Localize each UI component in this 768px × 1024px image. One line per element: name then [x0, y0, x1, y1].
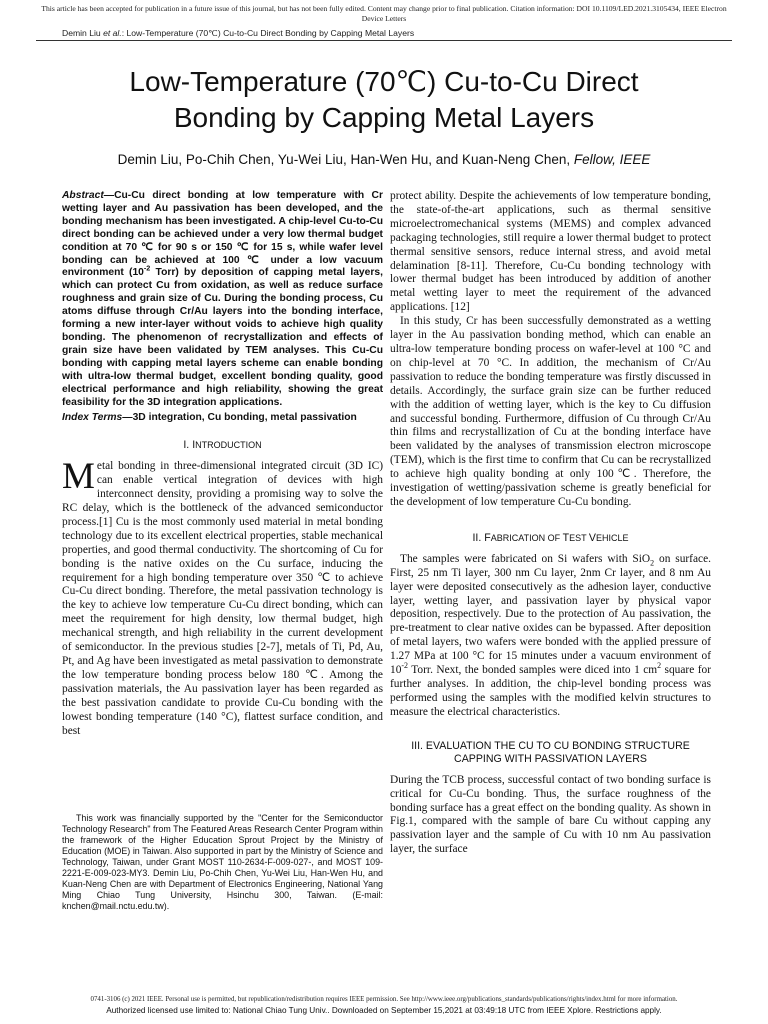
running-head-etal: et al. — [103, 28, 122, 38]
index-terms — [62, 412, 383, 425]
paragraph-continuation: protect ability. Despite the achievements of low temperature bonding, the state-of-the-art applications, such as thermal sensitive microelectromechanical systems (MEMS) and complex advanced packaging technologies, still require a lower thermal budget to protect thermal sensitive sensors, reduce internal stress, and avoid metal delamination [8-11]. Therefore, Cu-Cu bonding technology with lower thermal budget has been introduced by addition of another metal wetting layer to meet the requirement of the advanced applications. [12] — [390, 190, 711, 314]
acceptance-notice-line1: This article has been accepted for publication in a future issue of this journal, but has not been fully edited. Content may change prior to final publication. Citation information: DOI 10.1109/LED.2021.3105434, IEEE Electron — [41, 4, 727, 13]
running-head-authors: Demin Liu — [62, 28, 104, 38]
section1-initial: I — [192, 439, 196, 452]
section2-w1-rest: ABRICATION OF — [490, 532, 563, 543]
paragraph-evaluation: During the TCB process, successful contact of two bonding surface is critical for Cu-Cu bonding. Thus, the surface roughness of the bonding surface has a great effect on the bonding quality. As shown in Fig.1, compared with the sample of bare Cu without capping any passivation layer and the sample of Cu with 10 nm Au passivation layer, the surface — [390, 773, 711, 856]
fabrication-text-d: square for further analyses. In addition, the chip-level bonding process was performed using the samples with the modified kelvin structures to measure the electrical characteristics. — [390, 664, 711, 718]
section2-w2-rest: EST — [569, 532, 589, 543]
section2-w3-initial: V — [588, 531, 596, 544]
author-names: Demin Liu, Po-Chih Chen, Yu-Wei Liu, Han-Wen Hu, and Kuan-Neng Chen, — [117, 152, 574, 167]
right-column — [390, 190, 711, 857]
intro-paragraph — [62, 456, 383, 738]
section3-line1: III. EVALUATION THE CU TO CU BONDING STRUCTURE — [411, 739, 690, 752]
section1-numeral: I. — [183, 439, 193, 452]
intro-paragraph-text: etal bonding in three-dimensional integrated circuit (3D IC) can enable vertical integration of devices with high interconnect density, providing a promising way to solve the RC delay, which is the bottleneck of the advanced semiconductor process.[1] Cu is the most commonly used material in metal bonding technology due to its excellent electrical properties, stable mechanical properties, and good thermal conductivity. The shortcoming of Cu for bonding is the native oxides on the Cu surface, inducing the requirement for a high bonding temperature over 350 ℃ to achieve Cu-Cu direct bonding. Therefore, the metal passivation technology is the key to achieve low temperature Cu-Cu direct bonding, which can meet the requirement for high density, low thermal budget, high mechanical strength, and high reliability in the current development of semiconductor. In the previous studies [2-7], metals of Ti, Pd, Au, Pt, and Ag have been investigated as metal passivation to demonstrate the low temperature bonding process below 180 ℃. Among the passivation materials, the Au passivation layer has been regarded as the best passivation candidate to provide Cu-Cu bonding with the lowest bonding temperature (140 °C), flattest surface condition, and best — [62, 460, 383, 737]
abstract — [62, 190, 383, 409]
section-heading-fabrication — [390, 532, 711, 545]
header-divider — [36, 40, 732, 41]
section2-w1-initial: F — [484, 531, 491, 544]
running-head-title: : Low-Temperature (70℃) Cu-to-Cu Direct Bonding by Capping Metal Layers — [121, 28, 415, 38]
left-column — [62, 190, 383, 738]
index-terms-text: —3D integration, Cu bonding, metal passivation — [122, 412, 357, 424]
fabrication-subscript: 2 — [650, 558, 655, 568]
fabrication-text-c: Torr. Next, the bonded samples were diced into 1 cm — [408, 664, 658, 677]
paper-title — [40, 64, 728, 136]
section2-numeral: II. — [472, 531, 485, 544]
abstract-exponent: -2 — [143, 264, 151, 274]
abstract-text-a: —Cu-Cu direct bonding at low temperature with Cr wetting layer and Au passivation has been developed, and the bonding mechanism has been investigated. A chip-level Cu-to-Cu direct bonding can be achieved under a very low thermal budget condition at 70 ℃ for 90 s or 150 ℃ for 15 s, while wafer level bonding can be achieved at 100 ℃ under a low vacuum environment (10 — [62, 190, 383, 279]
author-list — [40, 152, 728, 167]
funding-footnote: This work was financially supported by the "Center for the Semiconductor Technology Research" from The Featured Areas Research Center Program within the framework of the Higher Education Sprout Project by the Ministry of Education (MOE) in Taiwan. Also supported in part by the Ministry of Science and Technology, Taiwan, under Grant MOST 110-2634-F-009-027-, and MOST 109-2221-E-009-023-MY3. Demin Liu, Po-Chih Chen, Yu-Wei Liu, Han-Wen Hu, and Kuan-Neng Chen are with Department of Electronics Engineering, National Yang Ming Chiao Tung University, Hsinchu 300, Taiwan. (E-mail: knchen@mail.nctu.edu.tw). — [62, 813, 383, 911]
paragraph-fabrication — [390, 553, 711, 720]
fabrication-text-b: on surface. First, 25 nm Ti layer, 300 nm Cu layer, 2nm Cr layer, and 8 nm Au layer were deposited consecutively as the adhesion layer, conductive layer, wetting layer, and passivation layer by physical vapor deposition, respectively. Due to the protection of Au passivation, the pre-treatment to clear native oxides can be bypassed. After deposition of metal layers, two wafers were bonded with the applied pressure of 1.27 MPa at 100 °C for 15 minutes under a vacuum environment of 10 — [390, 552, 711, 677]
running-head — [62, 28, 414, 39]
abstract-text-b: Torr) by deposition of capping metal layers, which can protect Cu from oxidation, as well as reduce surface roughness and grain size of Cu. During the bonding process, Cu atoms diffuse through Cr/Au layers into the bonding interface, forming a new inter-layer without voids to achieve high quality bonding. The phenomenon of recrystallization and effects of grain size have been validated by TEM analyses. This Cu-Cu bonding with capping metal layers scheme can enable bonding with ultra-low thermal budget, excellent bonding quality, good electrical performance and high reliability, showing the great feasibility for the 3D integration applications. — [62, 267, 383, 408]
fabrication-exponent: -2 — [401, 661, 409, 671]
paper-title-line1: Low-Temperature (70℃) Cu-to-Cu Direct — [129, 66, 639, 97]
paper-title-line2: Bonding by Capping Metal Layers — [173, 102, 595, 133]
section-heading-introduction — [62, 439, 383, 452]
section2-w2-initial: T — [562, 531, 570, 544]
section-heading-evaluation — [390, 740, 711, 766]
license-notice: Authorized licensed use limited to: National Chiao Tung Univ.. Downloaded on September 15,2021 at 03:49:18 UTC from IEEE Xplore. Restrictions apply. — [106, 1006, 662, 1015]
fabrication-exponent-area: 2 — [657, 661, 662, 671]
section3-line2: CAPPING WITH PASSIVATION LAYERS — [454, 752, 647, 765]
section1-rest: NTRODUCTION — [195, 440, 262, 451]
paragraph-this-study: In this study, Cr has been successfully demonstrated as a wetting layer in the Au passivation bonding method, which can enable an ultra-low temperature bonding process on wafer-level at 100 °C and on chip-level at 70 °C. In addition, the mechanism of Cr/Au passivation to reduce the bonding temperature was firstly discussed in details. Accordingly, the surface grain size can be further reduced with the addition of wetting layer, which is the key to Cu diffusion and successful bonding. Furthermore, diffusion of Cu through Cr/Au thin films and recrystallization of Cu at the bonding interface have been validated by the analyses of transmission electron microscope (TEM), which is the first time to confirm that Cu can be recrystallized to achieve high quality bonding at only 100℃. Therefore, the investigation of wetting/passivation scheme is greatly beneficial for the development of low temperature Cu-Cu bonding. — [390, 315, 711, 508]
acceptance-notice — [20, 4, 748, 24]
drop-cap: M — [62, 456, 95, 498]
section2-w3-rest: EHICLE — [596, 532, 629, 543]
acceptance-notice-line2: Device Letters — [361, 14, 407, 23]
copyright-notice: 0741-3106 (c) 2021 IEEE. Personal use is permitted, but republication/redistribution requires IEEE permission. See http://www.ieee.org/publications_standards/publications/rights/index.html for more information. — [90, 996, 678, 1003]
fabrication-text-a: The samples were fabricated on Si wafers with SiO — [400, 552, 651, 565]
author-grade: Fellow, IEEE — [573, 152, 651, 167]
abstract-lead: Abstract — [62, 190, 104, 201]
index-terms-lead: Index Terms — [62, 412, 123, 424]
